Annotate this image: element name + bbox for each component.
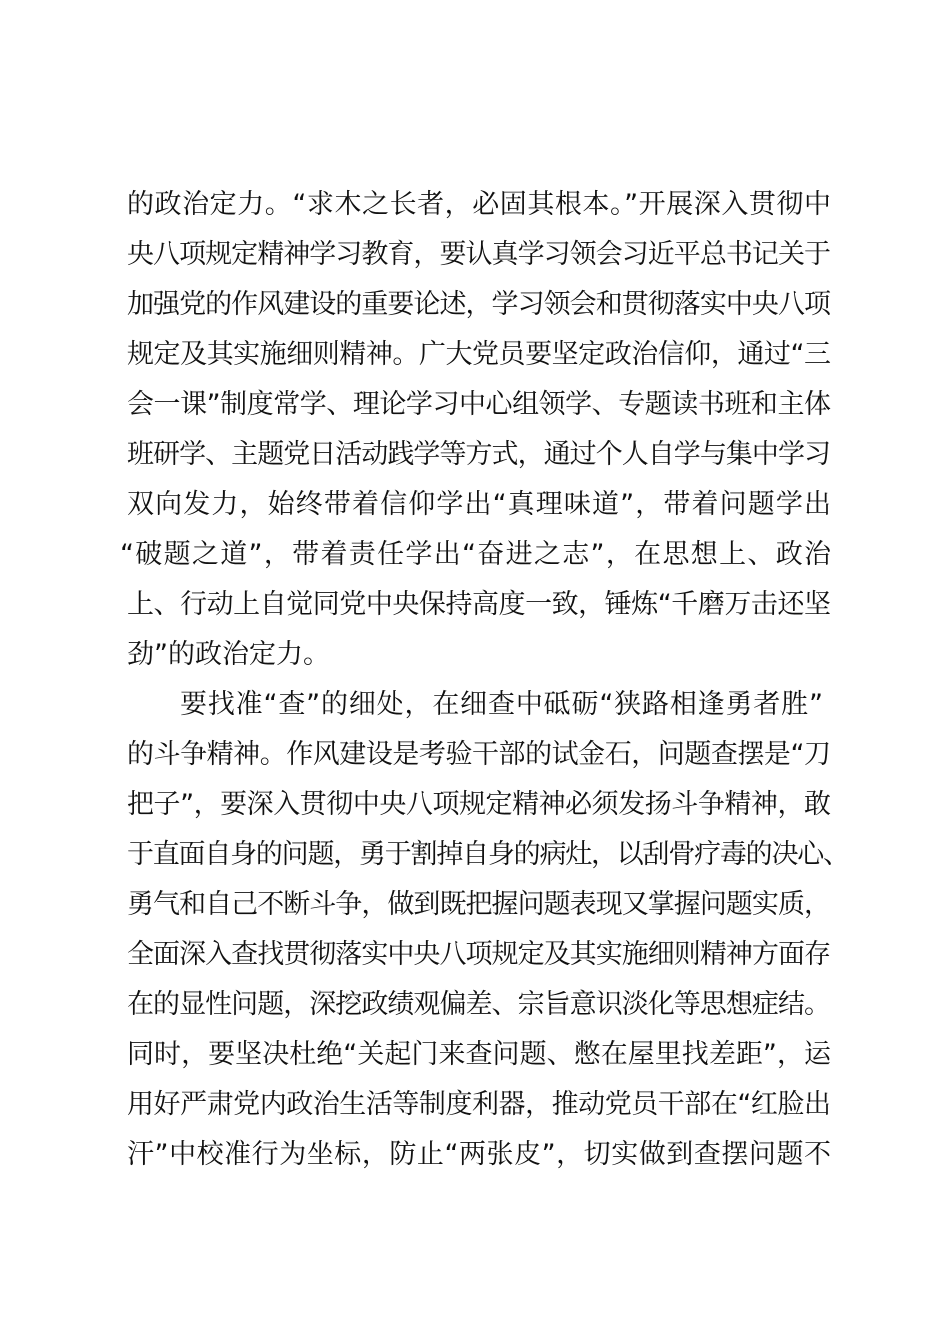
line-text: 用好严肃党内政治生活等制度利器，推动党员干部在“红脸出	[127, 1089, 831, 1120]
text-line-11	[0, 685, 950, 725]
text-line-13	[0, 785, 950, 825]
line-text: 的政治定力。“求木之长者，必固其根本。”开展深入贯彻中	[127, 189, 832, 220]
text-line-4	[0, 335, 950, 375]
line-text: 汗”中校准行为坐标，防止“两张皮”，切实做到查摆问题不	[127, 1139, 832, 1170]
line-text: 央八项规定精神学习教育，要认真学习领会习近平总书记关于	[127, 239, 831, 270]
line-text: 班研学、主题党日活动践学等方式，通过个人自学与集中学习	[127, 439, 831, 470]
line-text: 双向发力，始终带着信仰学出“真理味道”，带着问题学出	[127, 489, 833, 520]
line-text: 勇气和自己不断斗争，做到既把握问题表现又掌握问题实质，	[127, 889, 831, 920]
text-line-15	[0, 885, 950, 925]
line-text: 于直面自身的问题，勇于割掉自身的病灶，以刮骨疗毒的决心、	[127, 839, 849, 870]
text-line-14	[0, 835, 950, 875]
text-line-17	[0, 985, 950, 1025]
text-line-18	[0, 1035, 950, 1075]
text-line-8	[0, 535, 950, 575]
text-line-5	[0, 385, 950, 425]
text-line-3	[0, 285, 950, 325]
line-text: 在的显性问题，深挖政绩观偏差、宗旨意识淡化等思想症结。	[127, 989, 831, 1020]
text-line-12	[0, 735, 950, 775]
text-line-2	[0, 235, 950, 275]
line-text: 劲”的政治定力。	[127, 639, 330, 670]
line-text: 上、行动上自觉同党中央保持高度一致，锤炼“千磨万击还坚	[127, 589, 831, 620]
line-text: 加强党的作风建设的重要论述，学习领会和贯彻落实中央八项	[127, 289, 831, 320]
line-text: “破题之道”，带着责任学出“奋进之志”，在思想上、政治	[120, 539, 833, 570]
text-line-16	[0, 935, 950, 975]
line-text: 会一课”制度常学、理论学习中心组领学、专题读书班和主体	[127, 389, 831, 420]
text-line-6	[0, 435, 950, 475]
text-line-1	[0, 185, 950, 225]
line-text: 的斗争精神。作风建设是考验干部的试金石，问题查摆是“刀	[127, 739, 831, 770]
text-line-7	[0, 485, 950, 525]
line-text: 要找准“查”的细处，在细查中砥砺“狭路相逢勇者胜”	[180, 689, 824, 720]
line-text: 全面深入查找贯彻落实中央八项规定及其实施细则精神方面存	[127, 939, 831, 970]
text-line-9	[0, 585, 950, 625]
line-text: 规定及其实施细则精神。广大党员要坚定政治信仰，通过“三	[127, 339, 831, 370]
text-line-20	[0, 1135, 950, 1175]
text-line-10	[0, 635, 950, 675]
line-text: 把子”，要深入贯彻中央八项规定精神必须发扬斗争精神，敢	[127, 789, 831, 820]
line-text: 同时，要坚决杜绝“关起门来查问题、憋在屋里找差距”，运	[127, 1039, 832, 1070]
text-line-19	[0, 1085, 950, 1125]
